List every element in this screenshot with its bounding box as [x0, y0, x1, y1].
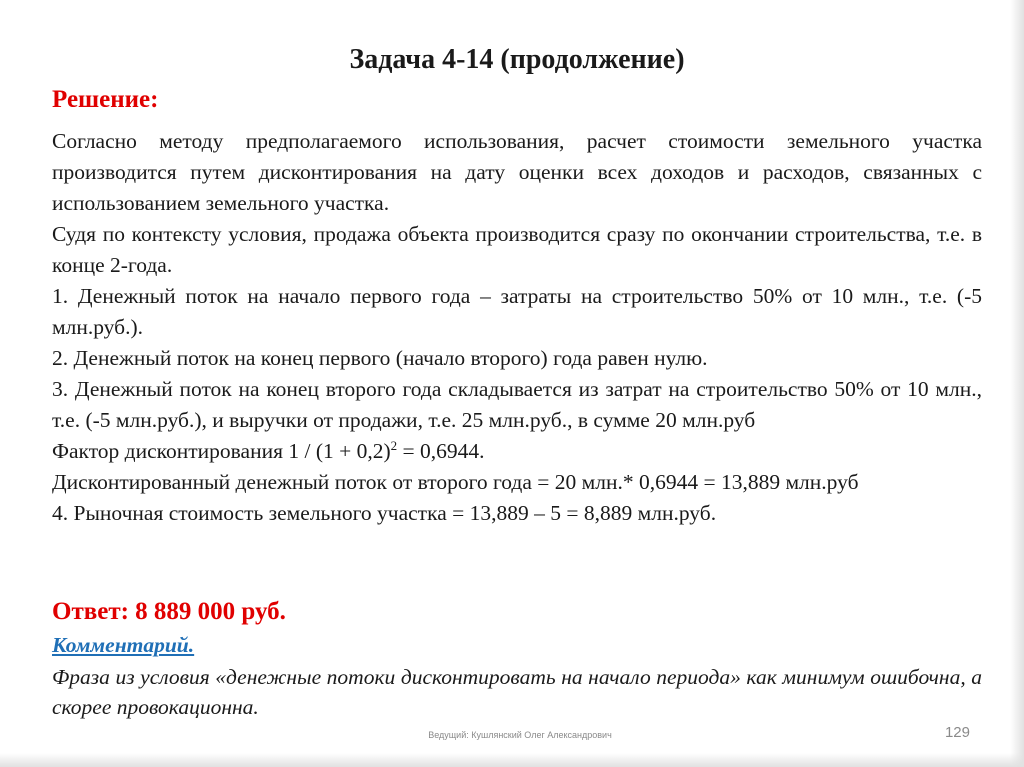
answer: Ответ: 8 889 000 руб. — [52, 598, 286, 625]
paragraph-context: Судя по контексту условия, продажа объекта производится сразу по окончании строительства, т.е. в конце 2-года. — [52, 222, 982, 277]
paragraph-discount-factor — [52, 436, 982, 467]
comment-label: Комментарий. — [52, 633, 195, 657]
solution-heading: Решение: — [52, 86, 159, 113]
discount-factor-exponent: 2 — [390, 437, 398, 453]
slide-shadow-bottom — [0, 753, 1024, 767]
slide-shadow-right — [1010, 0, 1024, 767]
slide-title: Задача 4-14 (продолжение) — [349, 44, 685, 75]
paragraph-step-1: 1. Денежный поток на начало первого года – затраты на строительство 50% от 10 млн., т.е. (-5 млн.руб.). — [52, 284, 982, 339]
paragraph-step-2: 2. Денежный поток на конец первого (начало второго) года равен нулю. — [52, 346, 708, 370]
discount-factor-result: = 0,6944. — [397, 439, 485, 463]
paragraph-method: Согласно методу предполагаемого использования, расчет стоимости земельного участка производится путем дисконтирования на дату оценки всех доходов и расходов, связанных с использованием земельного участка. — [52, 129, 982, 215]
discount-factor-text: Фактор дисконтирования 1 / (1 + 0,2) — [52, 439, 391, 463]
paragraph-step-4: 4. Рыночная стоимость земельного участка = 13,889 – 5 = 8,889 млн.руб. — [52, 501, 717, 525]
page-number: 129 — [944, 724, 970, 741]
paragraph-step-3: 3. Денежный поток на конец второго года складывается из затрат на строительство 50% от 10 млн., т.е. (-5 млн.руб.), и выручки от продажи, т.е. 25 млн.руб., в сумме 20 млн.руб — [52, 377, 982, 432]
solution-body — [52, 126, 982, 529]
paragraph-discounted-flow: Дисконтированный денежный поток от второго года = 20 млн.* 0,6944 = 13,889 млн.руб — [52, 470, 859, 494]
footer-presenter: Ведущий: Кушлянский Олег Александрович — [428, 730, 612, 740]
comment-text: Фраза из условия «денежные потоки дисконтировать на начало периода» как минимум ошибочна, а скорее провокационна. — [52, 665, 982, 719]
